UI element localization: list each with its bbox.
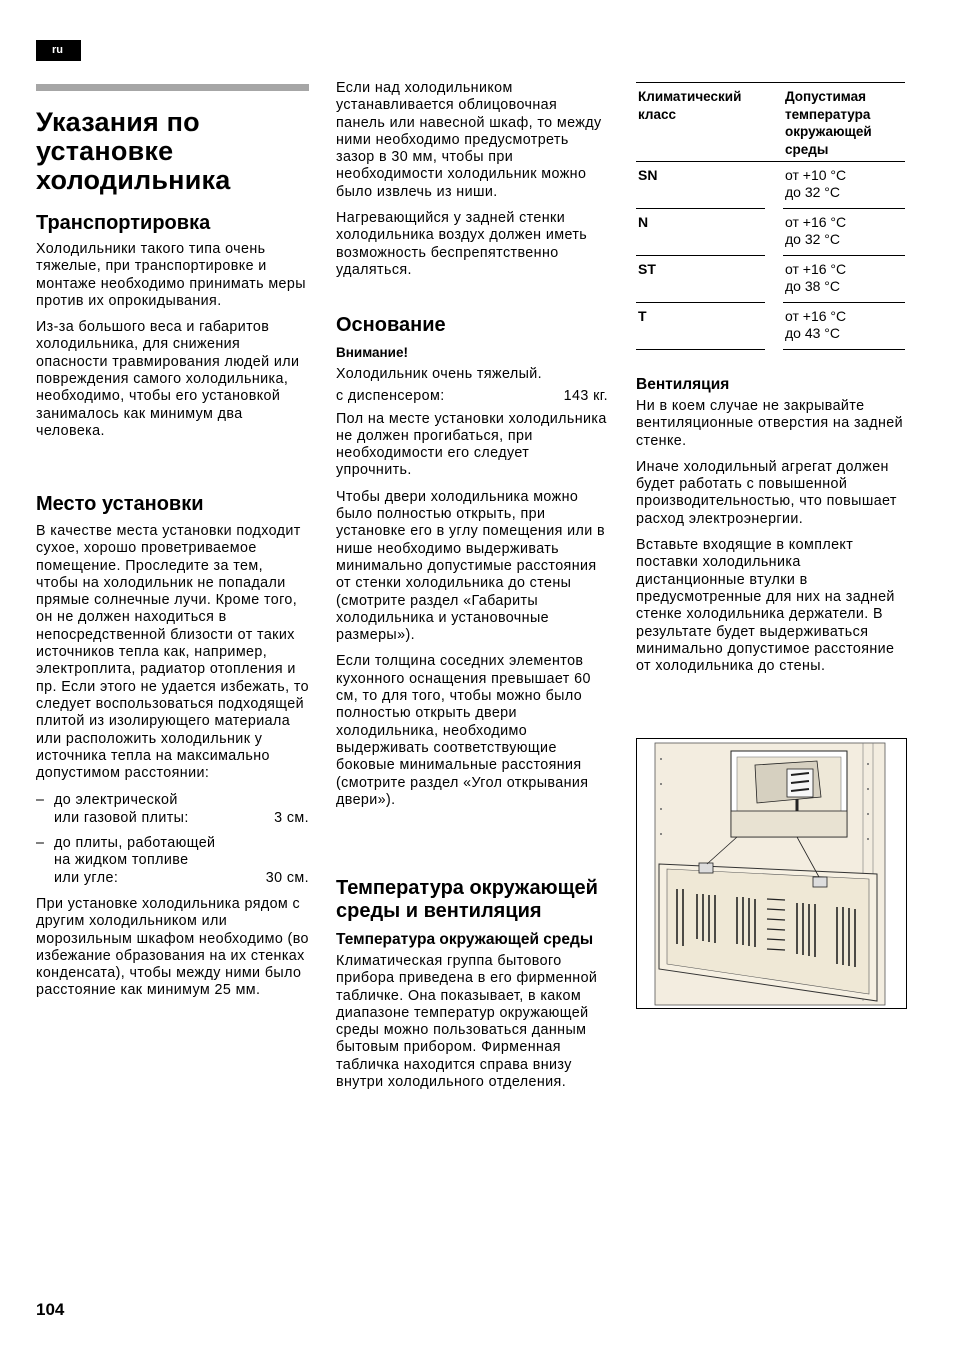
place-heading: Место установки [36,493,204,515]
floor-paragraph: Пол на месте установки холодильника не должен прогибаться, при необходимости его следует упрочнить. [336,410,607,479]
base-section [336,314,608,809]
table-gap [765,209,783,256]
temp-to: до 32 °C [785,231,841,248]
temp-to: до 43 °C [785,325,841,342]
distance-item-line: или угле: [54,869,119,886]
table-row [636,209,905,256]
transport-section [36,212,309,440]
climate-class: ST [636,256,765,303]
column-2-intro [336,80,608,279]
place-paragraph-1: В качестве места установки подходит сухое, хорошо проветриваемое помещение. Проследите за тем, чтобы на холодильник не попадали прямые солнечные лучи. Кроме того, он не должен находиться в непосредственной близости от таких источников тепла как, например, электроплита, радиатор отопления и пр. Если этого не удается избежать, то следует воспользоваться подходящей плитой из изолирующего материала или расположить холодильник у источника тепла на максимально допустимом расстоянии: [36,523,309,782]
climate-table [636,82,905,350]
distance-item-line: на жидком топливе [54,852,189,869]
table-header-class: Климатический класс [636,83,765,162]
dispenser-label: с диспенсером: [336,388,445,405]
table-gap [765,303,783,350]
temp-subheading: Температура окружающей среды [336,931,594,948]
neighbors-paragraph: Если толщина соседних элементов кухонного оснащения превышает 60 см, то для того, чтобы можно было полностью открыть двери холодильника, необходимо выдерживать соответствующие боковые минимальные расстояния (смотрите раздел «Угол открывания двери»). [336,653,591,808]
dispenser-weight [336,388,608,405]
temp-range [783,256,905,303]
climate-class: N [636,209,765,256]
doors-paragraph: Чтобы двери холодильника можно было полностью открыть, при установке его в углу помещения или в нише необходимо выдерживать минимально допустимые расстояния от стенки холодильника до стены (смотрите раздел «Габариты холодильника и установочные размеры»). [336,488,606,644]
place-section [36,493,309,1000]
dash-bullet: – [36,792,45,809]
table-row [636,303,905,350]
temp-from: от +16 °C [785,214,847,230]
temp-range [783,162,905,209]
temp-range [783,209,905,256]
dispenser-value: 143 кг. [563,388,608,405]
temp-to: до 32 °C [785,184,841,201]
distance-item-line: или газовой плиты: [54,809,189,826]
table-row [636,256,905,303]
distance-item-line: до плиты, работающей [54,835,216,852]
transport-paragraph-1: Холодильники такого типа очень тяжелые, при транспортировке и монтаже необходимо принимать меры против их опрокидывания. [36,241,306,309]
distance-value: 3 см. [274,809,309,826]
page-number: 104 [36,1300,65,1319]
transport-paragraph-2: Из-за большого веса и габаритов холодильника, для снижения опасности травмирования людей или повреждения самого холодильника, необходимо, чтобы его установкой занималось как минимум два человека. [36,319,300,439]
climate-class: SN [636,162,765,209]
temp-section [336,877,608,1091]
base-heading: Основание [336,314,446,336]
distance-value: 30 см. [265,869,309,886]
temp-to: до 38 °C [785,278,841,295]
distance-item-oil-stove [36,835,309,887]
temp-from: от +10 °C [785,167,847,183]
table-row [636,162,905,209]
temp-from: от +16 °C [785,261,847,277]
ventilation-heading: Вентиляция [636,376,730,393]
ventilation-paragraph-2: Иначе холодильный агрегат должен будет работать с повышенной производительностью, что повышает расход электроэнергии. [636,458,897,527]
ventilation-paragraph-1: Ни в коем случае не закрывайте вентиляционные отверстия на задней стенке. [636,398,904,449]
language-badge: ru [36,40,81,61]
table-gap [765,162,783,209]
air-paragraph: Нагревающийся у задней стенки холодильника воздух должен иметь возможность беспрепятственно удаляться. [336,210,588,278]
ventilation-section [636,376,909,675]
attention-label: Внимание! [336,345,408,360]
table-header-row [636,83,905,162]
transport-heading: Транспортировка [36,212,211,234]
climate-paragraph: Климатическая группа бытового прибора приведена в его фирменной табличке. Она показывает, в каком диапазоне температур окружающей среды можно пользоваться данным бытовым прибором. Фирменная табличка находится справа внизу внутри холодильного отделения. [336,953,598,1091]
spacer-illustration [636,738,907,1009]
title-rule [36,84,309,91]
temp-from: от +16 °C [785,308,847,324]
distance-item-gas-stove [36,792,309,827]
refrigerator-back-drawing [637,739,906,1008]
heavy-note: Холодильник очень тяжелый. [336,366,543,382]
ventilation-paragraph-3: Вставьте входящие в комплект поставки холодильника дистанционные втулки в предусмотренные для них на задней стенке холодильника держатели. В результате будет выдерживаться минимально допустимое расстояние от холодильника до стены. [636,537,895,675]
temp-range [783,303,905,350]
dash-bullet: – [36,835,45,852]
distance-item-line: до электрической [54,792,178,809]
climate-class: T [636,303,765,350]
niche-paragraph: Если над холодильником устанавливается облицовочная панель или навесной шкаф, то между ними необходимо предусмотреть зазор в 30 мм, чтобы при необходимости холодильник можно было извлечь из ниши. [336,80,602,200]
place-paragraph-2: При установке холодильника рядом с другим холодильником или морозильным шкафом необходимо (во избежание образования на их стенках конденсата), чтобы между ними было расстояние как минимум 25 мм. [36,895,309,999]
table-header-gap [765,83,783,162]
table-gap [765,256,783,303]
temp-heading: Температура окружающей среды и вентиляция [336,877,598,922]
page-title: Указания по установке холодильника [36,107,231,195]
table-header-temp: Допустимая температура окружающей среды [783,83,905,162]
